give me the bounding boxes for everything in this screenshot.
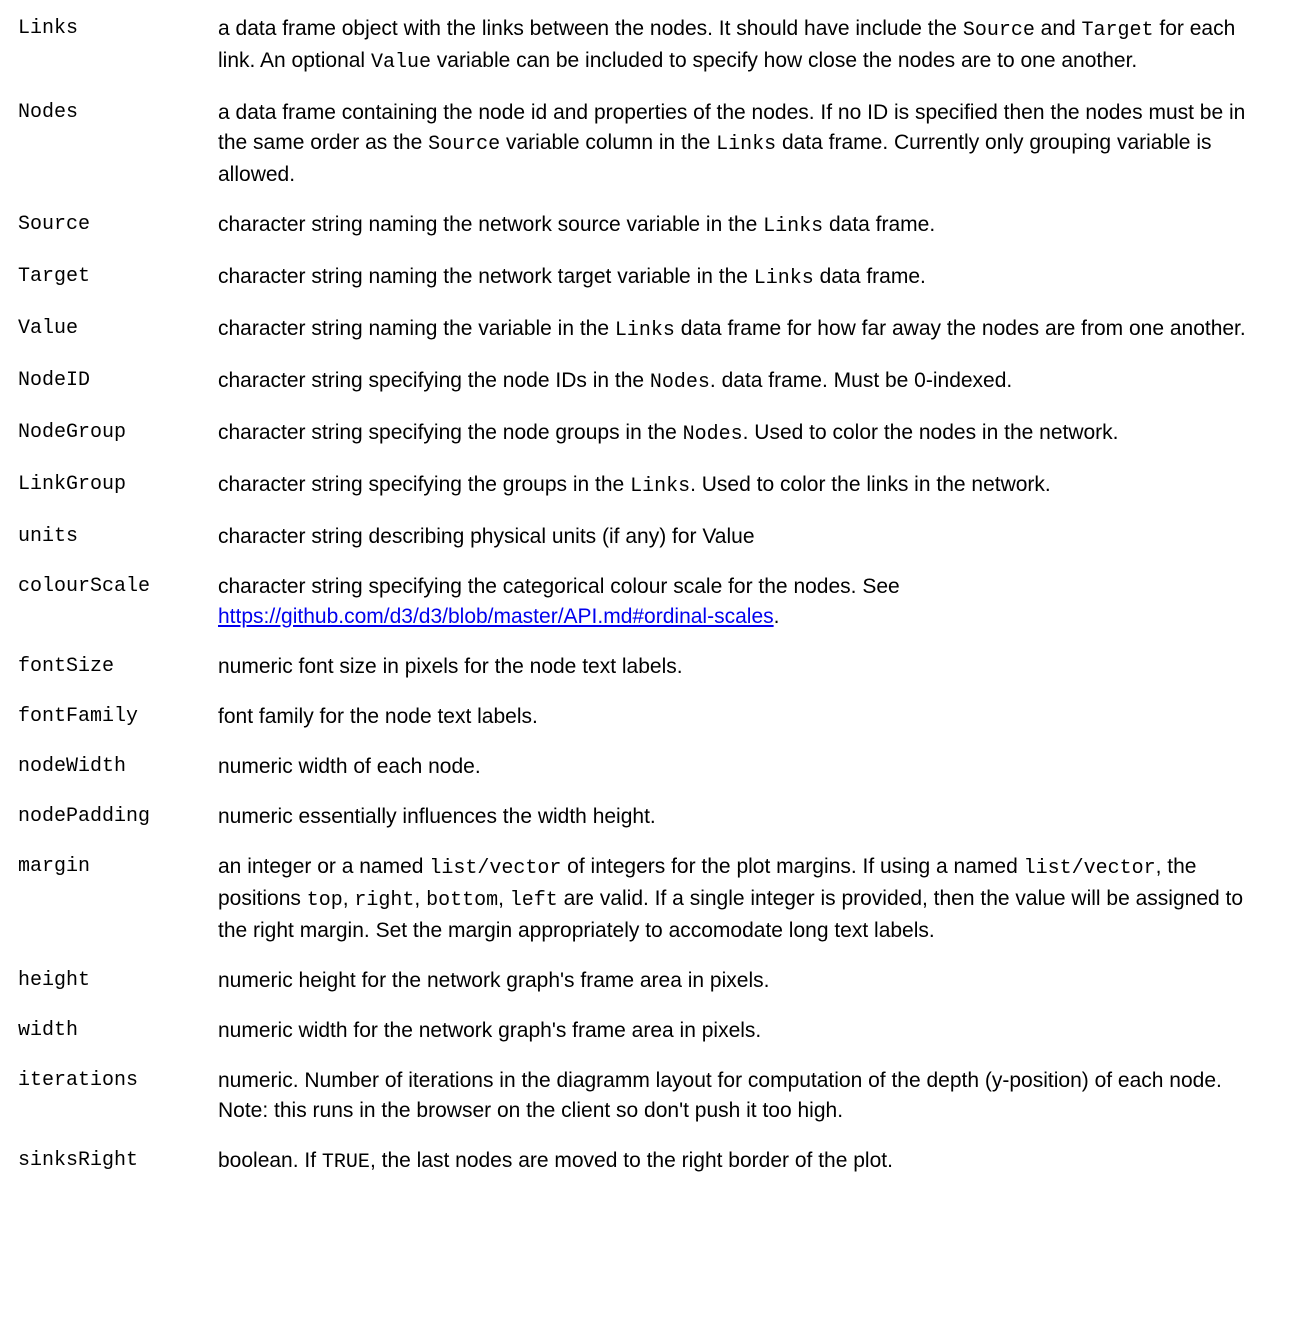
argument-name: units <box>18 525 79 548</box>
description-text: . Used to color the links in the network. <box>690 473 1051 496</box>
argument-row <box>18 366 1268 398</box>
description-text: numeric font size in pixels for the node text labels. <box>218 655 683 678</box>
description-text: , the positions <box>218 855 1197 910</box>
argument-name: width <box>18 1019 79 1042</box>
description-text: data frame. <box>823 213 936 236</box>
description-text: . Used to color the nodes in the network. <box>742 421 1119 444</box>
description-text: data frame. <box>813 265 926 288</box>
argument-row <box>18 702 1268 732</box>
argument-description <box>218 210 935 242</box>
argument-description <box>218 966 769 996</box>
argument-name: margin <box>18 855 91 878</box>
argument-name: Value <box>18 317 79 340</box>
argument-name: Nodes <box>18 101 79 124</box>
argument-description <box>218 652 683 682</box>
argument-name: colourScale <box>18 575 151 598</box>
description-text: boolean. If <box>218 1149 322 1172</box>
description-text: character string naming the variable in the <box>218 317 615 340</box>
argument-row <box>18 802 1268 832</box>
argument-row <box>18 1066 1268 1126</box>
inline-code: list/vector <box>429 857 562 880</box>
description-text: numeric. Number of iterations in the diagramm layout for computation of the depth (y-position) of each node. Note: this runs in the browser on the client so don't push it too high. <box>218 1069 1222 1122</box>
inline-code: TRUE <box>321 1151 370 1174</box>
description-text: numeric width of each node. <box>218 755 481 778</box>
inline-code: Links <box>630 475 691 498</box>
argument-row <box>18 210 1268 242</box>
inline-code: Links <box>763 215 824 238</box>
inline-code: top <box>306 889 343 912</box>
argument-row <box>18 752 1268 782</box>
description-text: character string specifying the groups in the <box>218 473 631 496</box>
argument-description <box>218 418 1119 450</box>
description-text: an integer or a named <box>218 855 430 878</box>
description-text: a data frame containing the node id and properties of the nodes. If no ID is specified then the nodes must be in the same order as the <box>218 101 1246 154</box>
description-text: variable column in the <box>500 131 717 154</box>
argument-name: iterations <box>18 1069 139 1092</box>
description-text: and <box>1034 17 1082 40</box>
inline-code: Links <box>614 319 675 342</box>
argument-row <box>18 1016 1268 1046</box>
inline-code: Nodes <box>649 371 710 394</box>
argument-description <box>218 262 926 294</box>
description-text: a data frame object with the links between the nodes. It should have include the <box>218 17 963 40</box>
inline-code: right <box>354 889 415 912</box>
argument-name: sinksRight <box>18 1149 139 1172</box>
description-text: . data frame. Must be 0-indexed. <box>709 369 1013 392</box>
argument-name: fontFamily <box>18 705 139 728</box>
argument-description <box>218 314 1246 346</box>
argument-row <box>18 14 1268 78</box>
argument-description <box>218 802 656 832</box>
argument-row <box>18 418 1268 450</box>
argument-row <box>18 652 1268 682</box>
argument-name: fontSize <box>18 655 115 678</box>
argument-name: height <box>18 969 91 992</box>
argument-name: nodePadding <box>18 805 151 828</box>
inline-code: left <box>509 889 558 912</box>
argument-row <box>18 572 1268 632</box>
description-text: of integers for the plot margins. If using a named <box>561 855 1024 878</box>
description-text: character string specifying the categorical colour scale for the nodes. See <box>218 575 900 598</box>
description-text: , <box>414 887 427 910</box>
inline-code: Links <box>753 267 814 290</box>
description-text: font family for the node text labels. <box>218 705 538 728</box>
argument-row <box>18 98 1268 190</box>
description-text: character string naming the network target variable in the <box>218 265 754 288</box>
description-text: . <box>773 605 780 628</box>
inline-code: Value <box>370 51 431 74</box>
description-text: variable can be included to specify how close the nodes are to one another. <box>430 49 1138 72</box>
argument-description <box>218 98 1266 190</box>
description-text: character string specifying the node groups in the <box>218 421 683 444</box>
argument-description <box>218 366 1012 398</box>
description-text: character string specifying the node IDs in the <box>218 369 650 392</box>
argument-description <box>218 852 1266 946</box>
argument-row <box>18 1146 1268 1178</box>
description-text: numeric essentially influences the width height. <box>218 805 656 828</box>
argument-description <box>218 702 538 732</box>
argument-description <box>218 1016 761 1046</box>
inline-code: list/vector <box>1023 857 1156 880</box>
description-text: numeric width for the network graph's frame area in pixels. <box>218 1019 762 1042</box>
argument-name: nodeWidth <box>18 755 127 778</box>
description-text: data frame. Currently only grouping variable is allowed. <box>218 131 1212 186</box>
argument-row <box>18 522 1268 552</box>
argument-description <box>218 14 1266 78</box>
argument-row <box>18 470 1268 502</box>
description-text: for each link. An optional <box>218 17 1236 72</box>
argument-row <box>18 262 1268 294</box>
argument-name: NodeID <box>18 369 91 392</box>
inline-code: Source <box>962 19 1035 42</box>
argument-row <box>18 966 1268 996</box>
argument-description <box>218 1066 1266 1126</box>
argument-description <box>218 1146 893 1178</box>
argument-row <box>18 852 1268 946</box>
description-text: numeric height for the network graph's frame area in pixels. <box>218 969 770 992</box>
description-text: character string naming the network source variable in the <box>218 213 764 236</box>
argument-name: LinkGroup <box>18 473 127 496</box>
argument-description <box>218 752 481 782</box>
description-text: , <box>342 887 355 910</box>
inline-code: Target <box>1081 19 1154 42</box>
argument-row <box>18 314 1268 346</box>
description-text: , the last nodes are moved to the right border of the plot. <box>369 1149 893 1172</box>
argument-name: NodeGroup <box>18 421 127 444</box>
description-text: , <box>498 887 510 910</box>
inline-code: Links <box>716 133 777 156</box>
inline-code: bottom <box>426 889 499 912</box>
description-text: data frame for how far away the nodes are from one another. <box>674 317 1246 340</box>
description-text: are valid. If a single integer is provided, then the value will be assigned to the right margin. Set the margin appropriately to accomodate long text labels. <box>218 887 1244 942</box>
description-text: character string describing physical units (if any) for Value <box>218 525 755 548</box>
argument-description <box>218 522 755 552</box>
argument-name: Target <box>18 265 91 288</box>
external-link[interactable]: https://github.com/d3/d3/blob/master/API.md#ordinal-scales <box>218 605 774 628</box>
argument-name: Links <box>18 17 79 40</box>
argument-description <box>218 470 1051 502</box>
argument-description <box>218 572 1266 632</box>
inline-code: Nodes <box>682 423 743 446</box>
argument-name: Source <box>18 213 91 236</box>
inline-code: Source <box>428 133 501 156</box>
